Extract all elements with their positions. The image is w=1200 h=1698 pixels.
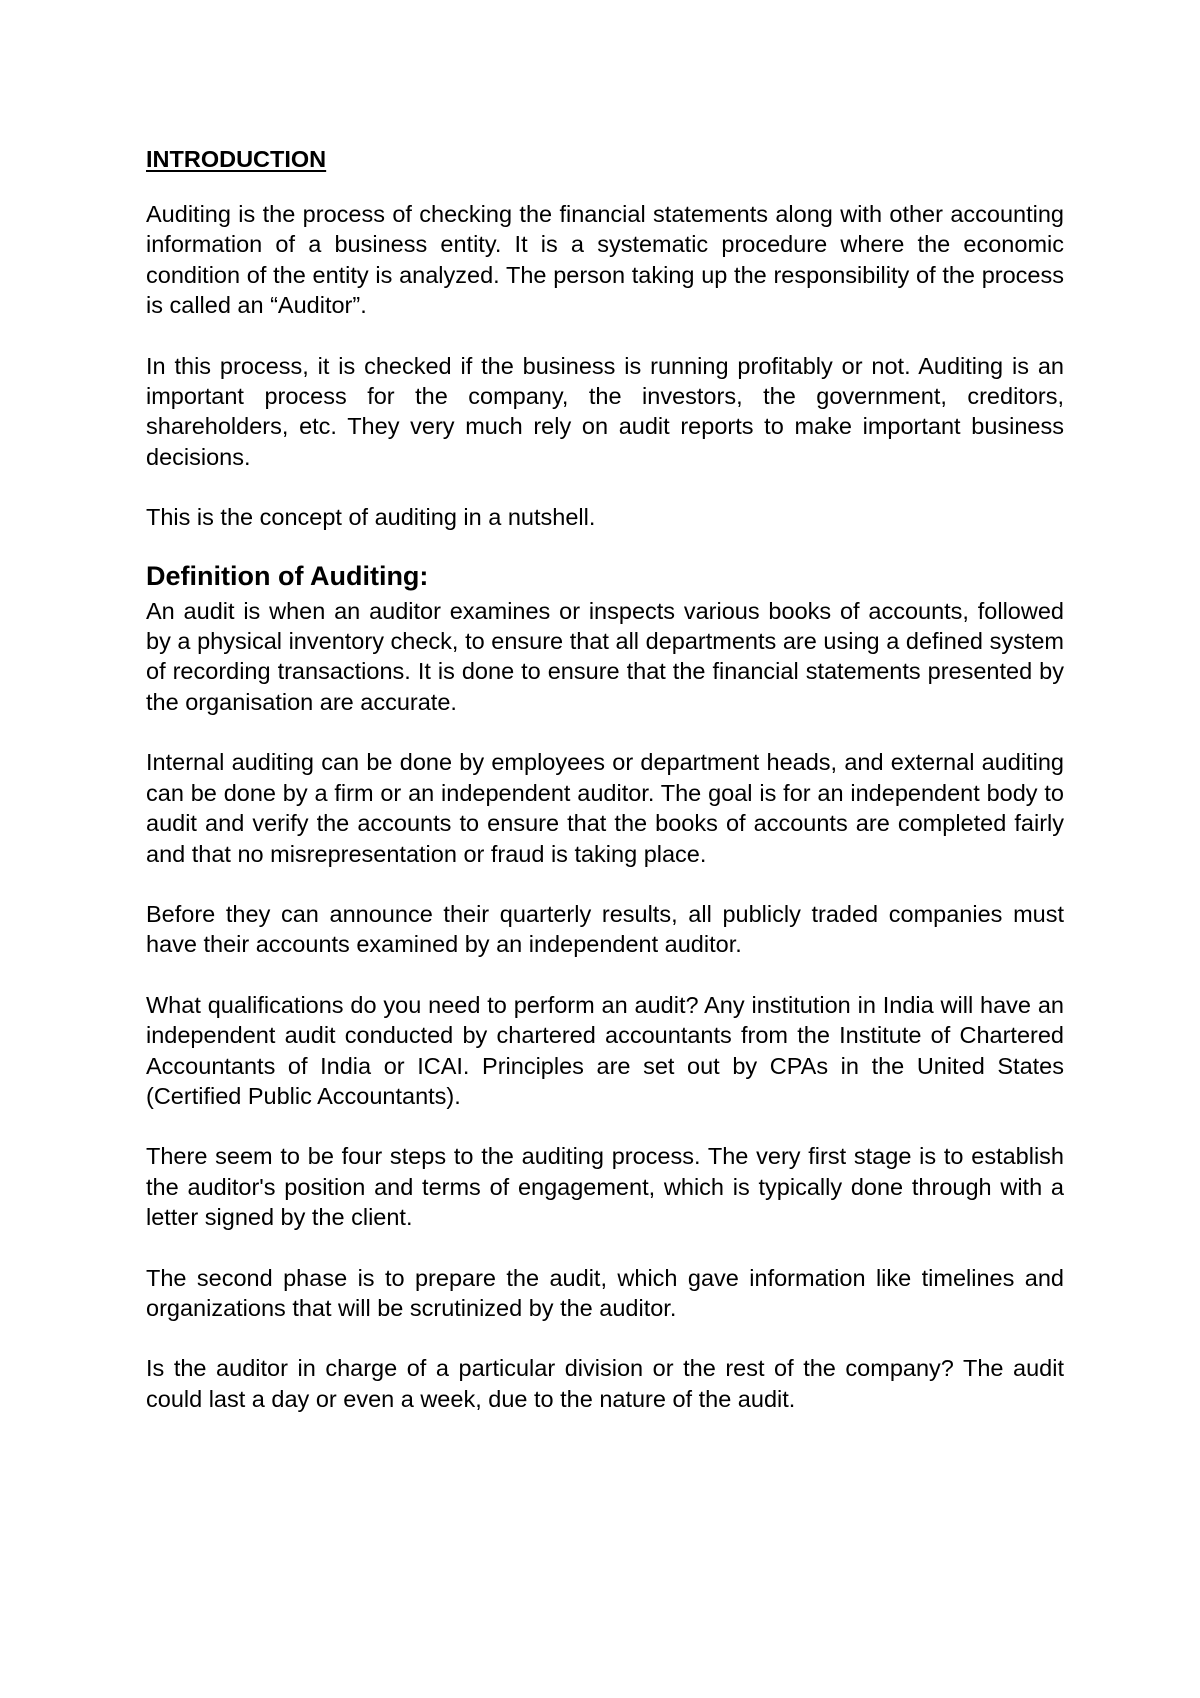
- definition-paragraph-5: There seem to be four steps to the auditing process. The very first stage is to establish the auditor's position and terms of engagement, which is typically done through with a letter signed by the client.: [146, 1143, 1064, 1231]
- intro-paragraph-1: Auditing is the process of checking the financial statements along with other accounting information of a business entity. It is a systematic procedure where the economic condition of the entity is analyzed. The person taking up the responsibility of the process is called an “Auditor”.: [146, 201, 1064, 319]
- document-body: [146, 144, 1064, 1444]
- definition-paragraph-2: Internal auditing can be done by employees or department heads, and external auditing can be done by a firm or an independent auditor. The goal is for an independent body to audit and verify the accounts to ensure that the books of accounts are completed fairly and that no misrepresentation or fraud is taking place.: [146, 749, 1064, 867]
- definition-paragraph-1: An audit is when an auditor examines or inspects various books of accounts, followed by a physical inventory check, to ensure that all departments are using a defined system of recording transactions. It is done to ensure that the financial statements presented by the organisation are accurate.: [146, 597, 1064, 715]
- definition-paragraph-6: The second phase is to prepare the audit, which gave information like timelines and organizations that will be scrutinized by the auditor.: [146, 1264, 1064, 1321]
- definition-heading: Definition of Auditing:: [146, 560, 429, 591]
- intro-paragraph-2: In this process, it is checked if the business is running profitably or not. Auditing is an important process for the company, the investors, the government, creditors, shareholders, etc. They very much rely on audit reports to make important business decisions.: [146, 352, 1064, 470]
- definition-paragraph-7: Is the auditor in charge of a particular division or the rest of the company? The audit could last a day or even a week, due to the nature of the audit.: [146, 1355, 1064, 1412]
- introduction-heading: INTRODUCTION: [146, 146, 327, 172]
- definition-paragraph-3: Before they can announce their quarterly results, all publicly traded companies must have their accounts examined by an independent auditor.: [146, 900, 1064, 958]
- definition-paragraph-4: What qualifications do you need to perform an audit? Any institution in India will have an independent audit conducted by chartered accountants from the Institute of Chartered Accountants of India or ICAI. Principles are set out by CPAs in the United States (Certified Public Accountants).: [146, 991, 1064, 1109]
- intro-paragraph-3: This is the concept of auditing in a nutshell.: [146, 504, 596, 531]
